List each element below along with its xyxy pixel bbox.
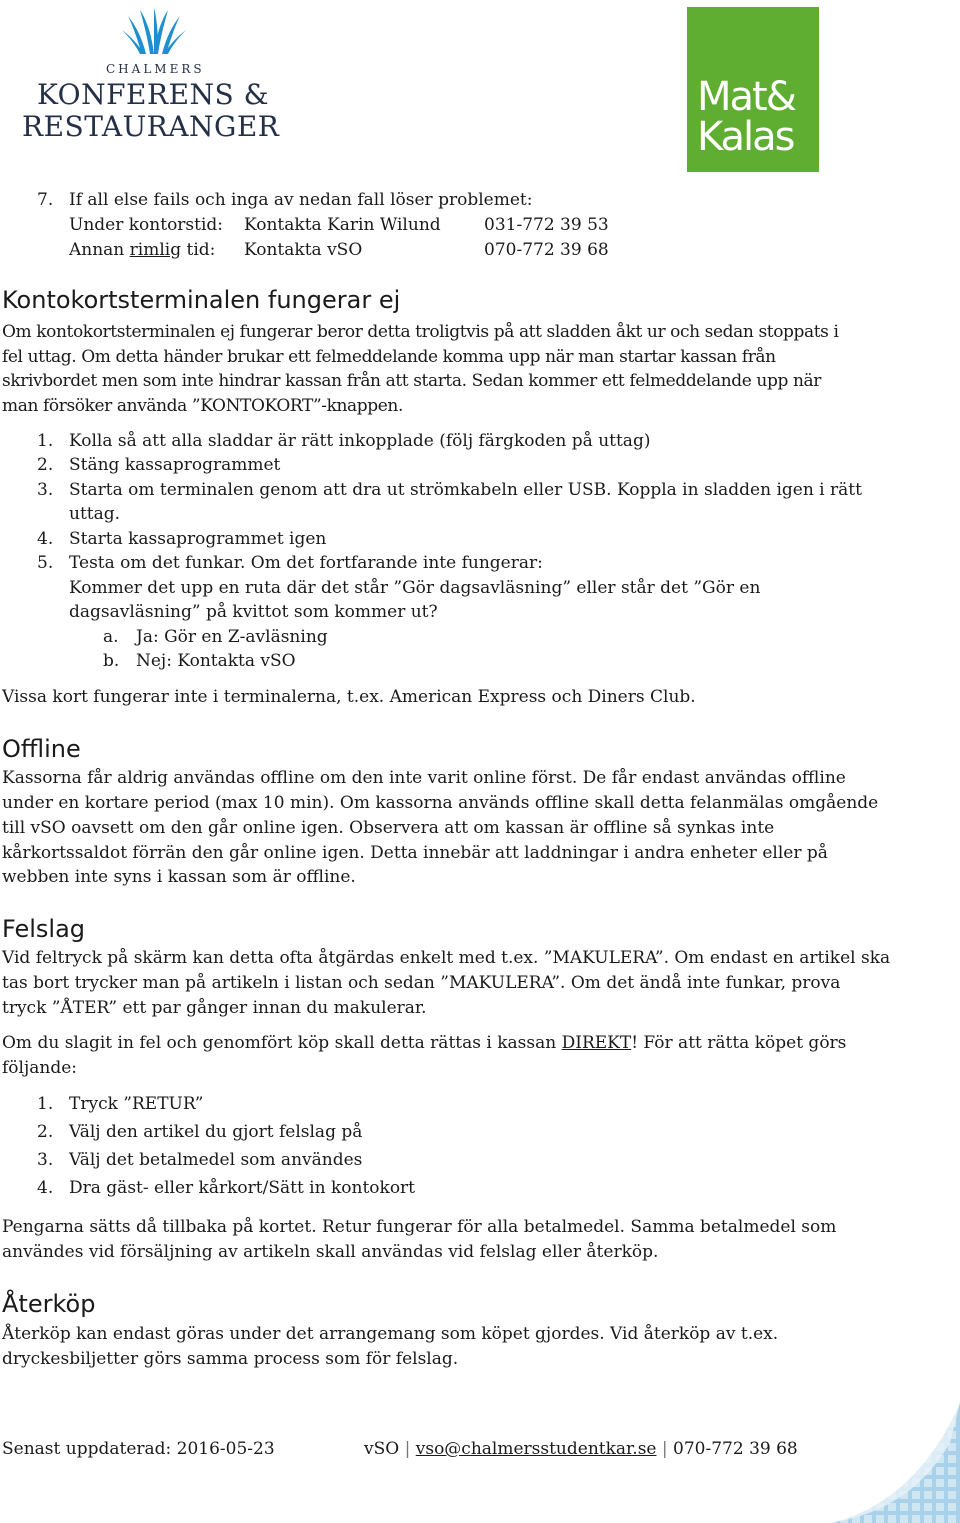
offline-line: till vSO oavsett om den går online igen. Observera att om kassan är offline så synkas inte: [2, 818, 775, 838]
contact-row1-phone: 031-772 39 53: [484, 215, 609, 235]
aterkop-line: Återköp kan endast göras under det arrangemang som köpet gjordes. Vid återköp av t.ex.: [2, 1324, 779, 1344]
terminal-heading: Kontokortsterminalen fungerar ej: [2, 286, 401, 314]
matkalas-line2: Kalas: [697, 114, 794, 160]
felslag-line: Vid feltryck på skärm kan detta ofta åtgärdas enkelt med t.ex. ”MAKULERA”. Om endast en artikel ska: [2, 948, 891, 968]
offline-heading: Offline: [2, 735, 81, 763]
offline-line: Kassorna får aldrig användas offline om den inte varit online först. De får endast användas offline: [2, 768, 846, 788]
item7-number: 7.: [37, 190, 54, 210]
offline-line: webben inte syns i kassan som är offline.: [2, 867, 356, 887]
felslag-paragraph2-cont: följande:: [2, 1058, 77, 1078]
chalmers-line2: RESTAURANGER: [22, 110, 280, 143]
terminal-line: fel uttag. Om detta händer brukar ett felmeddelande komma upp när man startar kassan från: [2, 347, 776, 367]
felslag-line: tryck ”ÅTER” ett par gånger innan du makulerar.: [2, 998, 427, 1018]
contact-row1-label: Under kontorstid:: [69, 215, 224, 235]
felslag-step-number: 4.: [37, 1178, 54, 1198]
substep-text: Nej: Kontakta vSO: [136, 651, 296, 671]
step-text: Kommer det upp en ruta där det står ”Gör dagsavläsning” eller står det ”Gör en: [69, 578, 761, 598]
step-number: 4.: [37, 529, 54, 549]
footer-separator: |: [404, 1439, 411, 1459]
chalmers-logo: [20, 8, 290, 144]
felslag-step-text: Välj den artikel du gjort felslag på: [69, 1122, 363, 1142]
step-number: 2.: [37, 455, 54, 475]
felslag-paragraph3: användes vid försäljning av artikeln skall användas vid felslag eller återköp.: [2, 1242, 659, 1262]
step-text: Testa om det funkar. Om det fortfarande inte fungerar:: [69, 553, 543, 573]
page-curl-decoration: [800, 1403, 960, 1523]
substep-letter: a.: [103, 627, 119, 647]
terminal-line: skrivbordet men som inte hindrar kassan från att starta. Sedan kommer ett felmeddelande upp när: [2, 371, 821, 391]
offline-line: kårkortssaldot förrän den går online igen. Detta innebär att laddningar i andra enheter eller på: [2, 843, 828, 863]
crown-icon: [118, 8, 190, 58]
terminal-line: man försöker använda ”KONTOKORT”-knappen.: [2, 396, 403, 416]
felslag-step-number: 3.: [37, 1150, 54, 1170]
footer-email-link[interactable]: vso@chalmersstudentkar.se: [415, 1439, 657, 1459]
footer-org: vSO: [364, 1439, 400, 1459]
aterkop-heading: Återköp: [2, 1290, 96, 1318]
step-number: 1.: [37, 431, 54, 451]
felslag-step-number: 1.: [37, 1094, 54, 1114]
step-text: Kolla så att alla sladdar är rätt inkopplade (följ färgkoden på uttag): [69, 431, 651, 451]
step-text: Stäng kassaprogrammet: [69, 455, 281, 475]
matkalas-logo: [687, 7, 819, 172]
chalmers-line1: KONFERENS &: [37, 78, 270, 111]
contact-row1-name: Kontakta Karin Wilund: [244, 215, 441, 235]
felslag-paragraph3: Pengarna sätts då tillbaka på kortet. Retur fungerar för alla betalmedel. Samma betalmedel som: [2, 1217, 837, 1237]
substep-text: Ja: Gör en Z-avläsning: [136, 627, 328, 647]
step-number: 5.: [37, 553, 54, 573]
contact-row2-label: Annan rimlig tid:: [69, 240, 216, 260]
aterkop-line: dryckesbiljetter görs samma process som för felslag.: [2, 1349, 459, 1369]
step-text: dagsavläsning” på kvittot som kommer ut?: [69, 602, 438, 622]
step-number: 3.: [37, 480, 54, 500]
footer-phone: 070-772 39 68: [673, 1439, 798, 1459]
contact-row2-phone: 070-772 39 68: [484, 240, 609, 260]
felslag-step-text: Välj det betalmedel som användes: [69, 1150, 363, 1170]
felslag-line: tas bort trycker man på artikeln i listan och sedan ”MAKULERA”. Om det ändå inte funkar, prova: [2, 973, 841, 993]
felslag-step-number: 2.: [37, 1122, 54, 1142]
footer-contact: [364, 1437, 798, 1461]
footer-separator: |: [661, 1439, 668, 1459]
contact-row2-name: Kontakta vSO: [244, 240, 363, 260]
terminal-note: Vissa kort fungerar inte i terminalerna, t.ex. American Express och Diners Club.: [2, 687, 696, 707]
substep-letter: b.: [103, 651, 120, 671]
felslag-paragraph2: Om du slagit in fel och genomfört köp skall detta rättas i kassan DIREKT! För att rätta köpet görs: [2, 1033, 847, 1053]
matkalas-line1: Mat&: [697, 74, 795, 120]
felslag-heading: Felslag: [2, 915, 86, 943]
offline-line: under en kortare period (max 10 min). Om kassorna används offline skall detta felanmälas omgående: [2, 793, 879, 813]
chalmers-small-text: CHALMERS: [106, 62, 205, 76]
step-text: uttag.: [69, 504, 121, 524]
felslag-step-text: Dra gäst- eller kårkort/Sätt in kontokort: [69, 1178, 416, 1198]
step-text: Starta om terminalen genom att dra ut strömkabeln eller USB. Koppla in sladden igen i rätt: [69, 480, 862, 500]
felslag-step-text: Tryck ”RETUR”: [69, 1094, 204, 1114]
footer-updated: Senast uppdaterad: 2016-05-23: [2, 1439, 275, 1459]
item7-text: If all else fails och inga av nedan fall löser problemet:: [69, 190, 533, 210]
terminal-line: Om kontokortsterminalen ej fungerar beror detta troligtvis på att sladden åkt ur och sedan stoppats i: [2, 322, 839, 342]
step-text: Starta kassaprogrammet igen: [69, 529, 327, 549]
